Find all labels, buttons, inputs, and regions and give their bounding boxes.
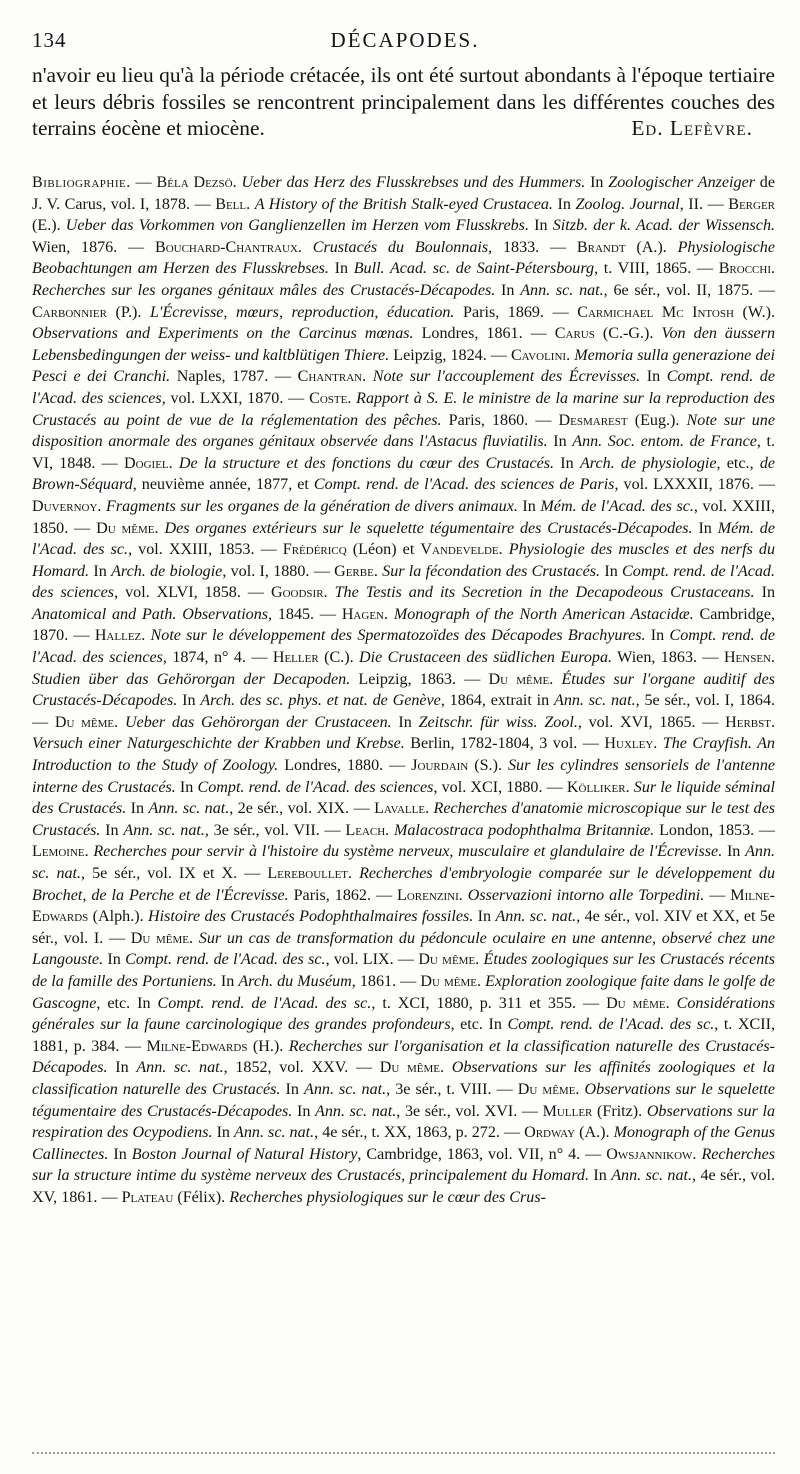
bib-title: Recherches physiologiques sur le cœur des Crus- xyxy=(229,1188,546,1206)
bib-title: Studien über das Gehörorgan der Decapoden. xyxy=(32,670,351,688)
bib-title: Anatomical and Path. Observations xyxy=(32,605,269,623)
bib-text: , 1874, n° 4. — xyxy=(162,649,273,667)
bib-title: The Testis and its Secretion in the Decapodeous Crustaceans. xyxy=(334,584,755,602)
bib-text: London, 1853. — xyxy=(654,821,776,839)
bib-title: Ann. sc. nat. xyxy=(234,1124,315,1142)
bib-text: , 5e sér., vol. IX et X. — xyxy=(81,865,268,882)
bib-title: Compt. rend. de l'Acad. des sciences xyxy=(197,778,434,796)
bib-text: In xyxy=(175,778,198,796)
bib-text: , 4e sér., t. XX, 1863, p. 272. — xyxy=(314,1124,525,1142)
bib-text: , vol. XLVI, 1858. — xyxy=(114,584,271,602)
bib-text: Leipzig, 1863. — xyxy=(350,670,489,688)
bib-author: Carmichael Mc Intosh xyxy=(577,303,734,321)
bib-text: In xyxy=(640,368,667,386)
bib-text: , 1861. — xyxy=(351,972,421,990)
bib-text: , 1845. — xyxy=(268,605,342,623)
bib-title: Ann. sc. nat. xyxy=(32,843,776,882)
bib-author: Lavalle. xyxy=(374,800,430,818)
bib-title: Zoolog. Journal xyxy=(575,195,680,213)
page-number: 134 xyxy=(32,28,67,52)
bib-title: Ann. Soc. entom. de France xyxy=(572,433,757,451)
bib-text: In xyxy=(645,627,670,645)
bib-text: In xyxy=(547,433,573,451)
bib-text xyxy=(366,368,373,385)
bib-title: Ann. sc. nat. xyxy=(553,692,636,710)
bib-text: de J. V. Carus, vol. I, 1878. — xyxy=(32,174,775,213)
bib-title: Recherches d'anatomie microscopique sur le test des Crustacés. xyxy=(32,800,776,839)
bib-title: Études sur l'organe auditif des Crustacés-Décapodes. xyxy=(32,670,775,710)
bib-title: Note sur l'accouplement des Écrevisses. xyxy=(372,368,641,386)
bib-title: De la structure et des fonctions du cœur des Crustacés. xyxy=(178,454,555,472)
bib-text: , vol. XCI, 1880. — xyxy=(433,778,567,796)
bib-title: Ueber das Gehörorgan der Crustaceen. xyxy=(124,713,392,731)
bib-author: Coste. xyxy=(309,389,352,407)
bib-author: Du même. xyxy=(420,972,481,990)
bib-title: Ann. sc. nat. xyxy=(611,1167,693,1185)
bib-text: , t. XCII, 1881, p. 384. — xyxy=(32,1016,775,1055)
bib-text: (Alph.). xyxy=(88,908,149,926)
bib-title: Ann. sc. nat. xyxy=(148,800,230,818)
bib-title: Observations sur le squelette tégumentaire des Crustacés-Décapodes. xyxy=(32,1080,776,1120)
bib-text: , neuvième année, 1877, et xyxy=(132,476,314,494)
bib-title: Arch. de biologie xyxy=(111,562,223,580)
bib-title: Sitzb. der k. Acad. der Wissensch. xyxy=(552,217,776,235)
bib-author: Bouchard-Chantraux. xyxy=(154,238,302,256)
bib-title: Mém. de l'Acad. des sc. xyxy=(32,519,776,559)
bib-text: , vol. XXIII, 1853. — xyxy=(128,541,283,559)
intro-paragraph xyxy=(32,62,775,142)
bib-text: (W.). xyxy=(733,303,775,321)
bib-title: Rapport à S. E. le ministre de la marine sur la reproduction des Crustacés au point de vue de la réglementation des pêches. xyxy=(32,389,776,429)
bib-author: Gerbe. xyxy=(334,562,378,580)
bib-text: Paris, 1862. — xyxy=(288,886,397,904)
bib-text: In xyxy=(473,908,496,926)
bib-title: Arch. du Muséum xyxy=(238,972,352,990)
bib-title: L'Écrevisse, mœurs, reproduction, éducation. xyxy=(149,303,455,321)
bib-author: Berger xyxy=(728,195,776,213)
bib-text: Londres, 1880. — xyxy=(278,757,412,775)
bib-title: Physiologische Beobachtungen am Herzen des Flusskrebses. xyxy=(32,238,775,278)
bib-text: In xyxy=(100,821,124,839)
bib-title: Histoire des Crustacés Podophthalmaires fossiles. xyxy=(148,908,474,926)
bib-text: In xyxy=(552,195,576,213)
bib-text: , vol. LIX. — xyxy=(325,951,419,969)
intro-text: n'avoir eu lieu qu'à la période crétacée, ils ont été surtout abondants à l'époque tertiaire et leurs débris fossiles se rencontrent principalement dans les différentes couches des terrains éocène et miocène. xyxy=(32,63,775,140)
bib-author: Du même. xyxy=(517,1080,580,1098)
bib-title: Ann. sc. nat. xyxy=(123,821,205,839)
bib-text: (Eug.). xyxy=(627,411,687,429)
bib-title: Recherches pour servir à l'histoire du système nerveux, musculaire et glandulaire de l'Écrevisse. xyxy=(93,843,723,861)
bib-text: (C.). xyxy=(318,649,360,667)
bib-text: , 2e sér., vol. XIX. — xyxy=(229,800,375,818)
bib-title: Ann. sc. nat. xyxy=(495,908,577,926)
bib-text: In xyxy=(126,800,149,818)
bib-author: Milne-Edwards xyxy=(32,886,775,926)
bib-title: Compt. rend. de l'Acad. des sciences xyxy=(32,368,775,407)
bib-title: Ann. sc. nat. xyxy=(315,1102,397,1120)
bib-author: Du même. xyxy=(54,713,119,731)
bibliography-label: Bibliographie. xyxy=(32,174,131,191)
footer-rule xyxy=(32,1452,775,1454)
bib-title: Zoologischer Anzeiger xyxy=(608,174,755,191)
bib-text: In xyxy=(588,1167,612,1185)
bib-text: (Fritz). xyxy=(592,1102,647,1120)
bib-text: , 5e sér., vol. I, 1864. — xyxy=(32,692,776,731)
bib-title: Recherches sur la structure intime du système nerveux des Crustacés, principalement du Homard. xyxy=(32,1145,776,1185)
bib-author: Kölliker. xyxy=(566,778,630,796)
bib-text: , etc., xyxy=(716,454,760,472)
bib-title: Von den äussern Lebensbedingungen der weiss- und kaltblütigen Thiere. xyxy=(32,325,775,364)
bib-author: Heller xyxy=(272,649,319,667)
bib-text: In xyxy=(177,692,201,710)
bib-text: In xyxy=(692,519,718,537)
bib-title: Sur le liquide séminal des Crustacés. xyxy=(32,778,776,818)
bib-text: (A.). xyxy=(575,1124,614,1142)
bib-title: A History of the British Stalk-eyed Crustacea. xyxy=(254,195,553,213)
bib-title: Malacostraca podophthalma Britanniæ. xyxy=(393,821,655,839)
bib-title: Compt. rend. de l'Acad. des sc. xyxy=(157,994,372,1012)
bib-author: Du même. xyxy=(96,519,159,537)
bib-author: Milne-Edwards xyxy=(146,1037,248,1055)
bib-title: Recherches sur les organes génitaux mâles des Crustacés-Décapodes. xyxy=(32,281,496,299)
bib-text: (Félix). xyxy=(173,1188,230,1206)
bib-title: Monograph of the North American Astacidæ. xyxy=(393,605,694,623)
bib-title: Observations and Experiments on the Carcinus mœnas. xyxy=(32,325,414,343)
bib-title: Mém. de l'Acad. des sc. xyxy=(540,497,694,515)
bib-title: Physiologie des muscles et des nerfs du Homard. xyxy=(32,541,775,580)
bib-text: , vol. XXIII, 1850. — xyxy=(32,497,775,537)
bib-title: Arch. des sc. phys. et nat. de Genève xyxy=(200,692,441,710)
bib-text: (A.). xyxy=(625,238,678,256)
bib-author: Bell. xyxy=(215,195,251,213)
bib-title: Arch. de physiologie xyxy=(579,454,717,472)
bib-text: — xyxy=(135,174,157,191)
bib-text: , 1852, vol. XXV. — xyxy=(223,1059,380,1077)
bib-title: Ann. sc. nat. xyxy=(136,1059,224,1077)
bib-title: Ann. sc. nat. xyxy=(304,1080,387,1098)
bib-author: Hagen. xyxy=(341,605,389,623)
bib-title: Osservazioni intorno alle Torpedini. xyxy=(467,886,705,904)
bib-text: , 3e sér., t. VIII. — xyxy=(386,1080,518,1098)
bib-text: In xyxy=(280,1080,305,1098)
bib-text: (E.). xyxy=(32,217,66,235)
bib-title: Zeitschr. für wiss. Zool. xyxy=(418,713,578,731)
bib-text xyxy=(328,584,335,601)
bib-text: (C.-G.). xyxy=(594,325,662,343)
bib-text: In xyxy=(722,843,746,861)
bib-text: , 4e sér., vol. XV, 1861. — xyxy=(32,1167,776,1206)
bib-author: Chantran. xyxy=(297,368,367,386)
bib-title: Recherches sur l'organisation et la classification naturelle des Crustacés-Décapodes. xyxy=(32,1037,775,1077)
bib-title: Observations sur les affinités zoologiques et la classification naturelle des Crustacés. xyxy=(32,1059,775,1098)
bib-text: , vol. LXXXII, 1876. — xyxy=(614,476,775,494)
bib-text: (Léon) et xyxy=(346,541,421,559)
bib-author: Cavolini. xyxy=(510,346,571,364)
bib-title: Considérations générales sur la faune carcinologique des grandes profondeurs xyxy=(32,994,775,1034)
bib-text: , 1833. — xyxy=(488,238,577,256)
bib-text: Paris, 1860. — xyxy=(441,411,559,429)
bib-title: Ueber das Herz des Flusskrebses und des Hummers. xyxy=(241,174,586,191)
bib-text: , 1864, extrait in xyxy=(440,692,554,710)
bib-author: Muller xyxy=(542,1102,593,1120)
bib-author: Brandt xyxy=(576,238,626,256)
bib-text xyxy=(302,239,313,256)
bib-title: Compt. rend. de l'Acad. des sciences de Paris xyxy=(313,476,615,494)
bib-title: Recherches d'embryologie comparée sur le développement du Brochet, de la Perche et de l'Écrevisse. xyxy=(32,865,775,904)
bib-text: In xyxy=(754,584,775,602)
bib-text: Cambridge, 1870. — xyxy=(32,605,776,645)
bib-title: Ann. sc. nat. xyxy=(520,281,604,299)
bib-author: Du même. xyxy=(488,670,554,688)
bib-title: Monograph of the Genus Callinectes. xyxy=(32,1124,776,1163)
bib-text: In xyxy=(212,1124,235,1142)
bib-text: (P.). xyxy=(106,303,150,321)
bib-title: Exploration zoologique faite dans le golfe de Gascogne xyxy=(32,972,775,1012)
bib-title: Note sur une disposition anormale des organes génitaux observée dans l'Astacus fluviatilis. xyxy=(32,411,775,451)
bib-text: In xyxy=(517,497,541,515)
page-header xyxy=(32,22,778,56)
bib-author: Dogiel. xyxy=(124,454,173,472)
bib-author: Lereboullet. xyxy=(267,865,353,882)
bib-text: In xyxy=(89,562,112,580)
bib-author: Desmarest xyxy=(558,411,628,429)
bib-text: Naples, 1787. — xyxy=(170,368,298,386)
bib-text: , Cambridge, 1863, vol. VII, n° 4. — xyxy=(357,1145,607,1163)
bib-title: Observations sur la respiration des Ocypodiens. xyxy=(32,1102,776,1142)
bib-title: Note sur le développement des Spermatozoïdes des Décapodes Brachyures. xyxy=(150,627,646,645)
bib-text: Wien, 1876. — xyxy=(32,238,155,256)
bib-text: , etc. In xyxy=(96,994,158,1012)
bib-text: , II. — xyxy=(679,195,729,213)
bib-text: In xyxy=(554,454,580,472)
bib-author: Vandevelde. xyxy=(420,541,503,559)
bib-text: Wien, 1863. — xyxy=(612,649,724,667)
bib-text: , vol. I, 1880. — xyxy=(222,562,335,580)
bib-author: Ordway xyxy=(524,1124,576,1142)
bib-title: Bull. Acad. sc. de Saint-Pétersbourg xyxy=(353,260,595,278)
bib-author: Goodsir. xyxy=(270,584,328,602)
bib-text: In xyxy=(292,1102,316,1120)
bib-title: Des organes extérieurs sur le squelette tégumentaire des Crustacés-Décapodes. xyxy=(164,519,693,537)
bib-author: Du même. xyxy=(606,994,670,1012)
bib-author: Lorenzini. xyxy=(397,886,463,904)
bib-title: Versuch einer Naturgeschichte der Krabben und Krebse. xyxy=(32,735,405,753)
bib-title: Compt. rend. de l'Acad. des sc. xyxy=(507,1016,715,1034)
bib-text: — xyxy=(704,886,731,904)
bib-text: , 4e sér., vol. XIV et XX, et 5e sér., vol. I. — xyxy=(32,908,776,947)
bib-author: Du même. xyxy=(418,951,480,969)
bib-text: (S.). xyxy=(468,757,508,775)
bib-author: Du même. xyxy=(130,929,194,947)
bib-title: Sur les cylindres sensoriels de l'antenne interne des Crustacés. xyxy=(32,757,776,796)
bib-title: Crustacés du Boulonnais xyxy=(312,238,489,256)
bib-text: In xyxy=(108,1145,132,1163)
bib-text: In xyxy=(216,972,239,990)
bib-title: Compt. rend. de l'Acad. des sc. xyxy=(125,951,326,969)
bib-title: Fragments sur les organes de la génération de divers animaux. xyxy=(105,497,518,515)
bib-text: , 3e sér., vol. XVI. — xyxy=(396,1102,543,1120)
bib-text xyxy=(444,1059,452,1076)
bib-title: Memoria sulla generazione dei Pesci e dei Cranchi. xyxy=(32,346,775,386)
bib-text: , 3e sér., vol. VII. — xyxy=(204,821,346,839)
bib-text: , t. XCI, 1880, p. 311 et 355. — xyxy=(371,994,607,1012)
bib-text: Paris, 1869. — xyxy=(454,303,578,321)
bib-title: Die Crustaceen des südlichen Europa. xyxy=(359,649,613,667)
bib-title: Compt. rend. de l'Acad. des sciences xyxy=(32,562,775,602)
bib-text: Londres, 1861. — xyxy=(413,325,555,343)
bib-title: Boston Journal of Natural History xyxy=(131,1145,358,1163)
bib-author: Béla Dezsö. xyxy=(156,174,237,191)
bib-text xyxy=(118,714,125,731)
bib-text: Berlin, 1782-1804, 3 vol. — xyxy=(404,735,605,753)
bib-title: Sur la fécondation des Crustacés. xyxy=(382,562,601,580)
bib-text: In xyxy=(495,281,521,299)
bib-text: , t. VI, 1848. — xyxy=(32,433,775,472)
bib-text: Leipzig, 1824. — xyxy=(389,346,511,364)
bib-text: In xyxy=(528,217,553,235)
bib-text: , vol. XVI, 1865. — xyxy=(577,713,726,731)
bib-text: , 6e sér., vol. II, 1875. — xyxy=(603,281,775,299)
bib-title: Études zoologiques sur les Crustacés récents de la famille des Portuniens. xyxy=(32,951,776,990)
bib-text xyxy=(670,995,677,1012)
bib-author: Carbonnier xyxy=(32,303,107,321)
author-signature: Ed. Lefèvre. xyxy=(631,116,753,140)
bib-title: Ueber das Vorkommen von Ganglienzellen im Herzen vom Flusskrebs. xyxy=(65,217,529,235)
bib-author: Brocchi. xyxy=(718,260,776,278)
bib-text: (H.). xyxy=(247,1037,289,1055)
bib-title: de Brown-Séquard xyxy=(32,454,776,494)
bib-author: Leach. xyxy=(345,821,390,839)
bib-author: Herbst. xyxy=(725,713,776,731)
bibliography-paragraph xyxy=(32,172,775,1209)
bib-author: Frédéricq xyxy=(282,541,347,559)
bib-author: Duvernoy. xyxy=(32,497,102,515)
bib-title: Compt. rend. de l'Acad. des sciences xyxy=(32,627,776,667)
bib-title: Sur un cas de transformation du pédoncule oculaire en une antenne, observé chez une Langouste. xyxy=(32,929,775,969)
bib-text: , t. VIII, 1865. — xyxy=(594,260,719,278)
bib-author: Carus xyxy=(554,325,595,343)
bib-text: In xyxy=(600,562,623,580)
bib-text: In xyxy=(328,260,354,278)
bib-title: The Crayfish. An Introduction to the Study of Zoology. xyxy=(32,735,775,775)
bib-author: Du même. xyxy=(379,1059,445,1077)
bib-text: , etc. In xyxy=(450,1016,508,1034)
bib-text: In xyxy=(103,951,126,969)
bib-text: , vol. LXXI, 1870. — xyxy=(161,389,310,407)
bib-author: Lemoine. xyxy=(32,843,89,861)
bib-text: In xyxy=(585,174,609,191)
bib-text: In xyxy=(107,1059,137,1077)
bib-author: Huxley. xyxy=(604,735,658,753)
bib-author: Hensen. xyxy=(723,649,776,667)
bib-author: Hallez. xyxy=(94,627,146,645)
bib-text: In xyxy=(391,713,419,731)
bib-author: Owsjannikow. xyxy=(606,1145,697,1163)
running-head: DÉCAPODES. xyxy=(330,28,480,52)
bib-author: Jourdain xyxy=(411,757,469,775)
bib-author: Plateau xyxy=(121,1188,174,1206)
